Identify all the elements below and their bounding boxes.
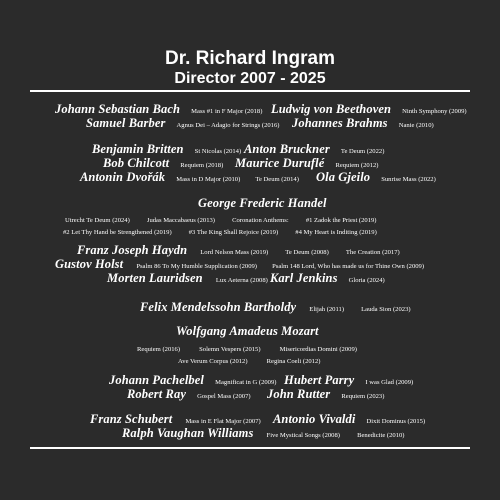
work-title: #2 Let Thy Hand be Strengthened (2019) (63, 229, 172, 236)
handel-works-row-2 (63, 219, 377, 238)
composer-name: Benjamin Britten (92, 142, 184, 156)
composer-name: Bob Chilcott (103, 156, 170, 170)
composer-name: Franz Schubert (90, 412, 173, 426)
work-title: Solemn Vespers (2015) (199, 346, 261, 353)
work-title: Regina Coeli (2012) (266, 358, 321, 365)
bottom-divider (30, 447, 470, 449)
work-title: The Creation (2017) (345, 249, 400, 256)
top-divider (30, 90, 470, 92)
composer-name: Johannes Brahms (292, 116, 388, 130)
work-title: Ave Verum Corpus (2012) (178, 358, 248, 365)
composer-entry-barber (86, 112, 279, 131)
composer-name: George Frederic Handel (198, 196, 327, 210)
composer-name: Anton Bruckner (244, 142, 330, 156)
mozart-works-row-2 (178, 348, 320, 367)
work-title: Dixit Dominus (2015) (366, 418, 426, 425)
composer-name: Ludwig von Beethoven (271, 102, 392, 116)
work-title: Mass in E Flat Major (2007) (185, 418, 261, 425)
work-title: Lux Aeterna (2008) (215, 277, 268, 284)
work-title: Mass #1 in F Major (2018) (191, 108, 263, 115)
work-title: Ninth Symphony (2009) (402, 108, 467, 115)
work-title: Lord Nelson Mass (2019) (200, 249, 269, 256)
work-title: Elijah (2011) (309, 306, 345, 313)
composer-name: Antonin Dvořák (80, 170, 166, 184)
work-title: I was Glad (2009) (365, 379, 414, 386)
composer-entry-brahms (292, 112, 434, 131)
composer-name: Franz Joseph Haydn (77, 243, 188, 257)
work-title: Te Deum (2022) (340, 148, 385, 155)
composer-name: Hubert Parry (284, 373, 355, 387)
work-title: Requiem (2012) (335, 162, 379, 169)
work-title: Misericordias Domini (2009) (279, 346, 357, 353)
composer-name: Morten Lauridsen (107, 271, 203, 285)
work-title: Coronation Anthems: (232, 217, 289, 224)
composer-name: Johann Sebastian Bach (55, 102, 181, 116)
work-title: Five Mystical Songs (2008) (266, 432, 340, 439)
composer-name: Maurice Duruflé (235, 156, 325, 170)
work-title: Gloria (2024) (348, 277, 385, 284)
composer-entry-lauridsen (107, 267, 268, 286)
work-title: Utrecht Te Deum (2024) (65, 217, 130, 224)
composer-name: Wolfgang Amadeus Mozart (176, 324, 319, 338)
work-title: Gospel Mass (2007) (197, 393, 251, 400)
work-title: Requiem (2016) (137, 346, 181, 353)
work-title: #3 The King Shall Rejoice (2019) (188, 229, 279, 236)
composer-name: Ola Gjeilo (316, 170, 371, 184)
composer-name: Felix Mendelssohn Bartholdy (140, 300, 297, 314)
work-title: Mass in D Major (2010) (176, 176, 241, 183)
work-title: Judas Maccabaeus (2013) (146, 217, 216, 224)
work-title: #4 My Heart is Inditing (2019) (295, 229, 377, 236)
composer-name: Ralph Vaughan Williams (122, 426, 254, 440)
composer-entry-dvorak (80, 166, 299, 185)
composer-entry-ray (127, 383, 251, 402)
composer-name: Johann Pachelbel (109, 373, 205, 387)
composer-entry-gjeilo (316, 166, 436, 185)
page-subtitle: Director 2007 - 2025 (174, 70, 326, 87)
work-title: Requiem (2023) (341, 393, 385, 400)
composer-entry-rutter (267, 383, 384, 402)
composer-name: Samuel Barber (86, 116, 166, 130)
composer-name: Gustov Holst (55, 257, 124, 271)
work-title: St Nicolas (2014) (194, 148, 242, 155)
composer-entry-vaughan-williams (122, 422, 405, 441)
work-title: Psalm 86 To My Humble Supplication (2009) (136, 263, 257, 270)
work-title: Te Deum (2008) (285, 249, 329, 256)
work-title: Nanie (2010) (398, 122, 434, 129)
page-title: Dr. Richard Ingram (165, 48, 335, 69)
work-title: Lauda Sion (2023) (361, 306, 411, 313)
composer-entry-mendelssohn (140, 296, 411, 315)
work-title: Requiem (2018) (180, 162, 224, 169)
work-title: Agnus Dei – Adagio for Strings (2016) (176, 122, 280, 129)
composer-name: Karl Jenkins (270, 271, 338, 285)
composer-name: Antonio Vivaldi (273, 412, 356, 426)
work-title: Te Deum (2014) (255, 176, 299, 183)
work-title: Sunrise Mass (2022) (381, 176, 436, 183)
work-title: #1 Zadok the Priest (2019) (305, 217, 377, 224)
composer-name: Robert Ray (127, 387, 186, 401)
composer-entry-jenkins (270, 267, 385, 286)
work-title: Benedicite (2010) (357, 432, 405, 439)
work-title: Psalm 148 Lord, Who has made us for Thine Own (2009) (272, 263, 425, 270)
work-title: Magnificat in G (2009) (215, 379, 277, 386)
composer-name: John Rutter (267, 387, 331, 401)
